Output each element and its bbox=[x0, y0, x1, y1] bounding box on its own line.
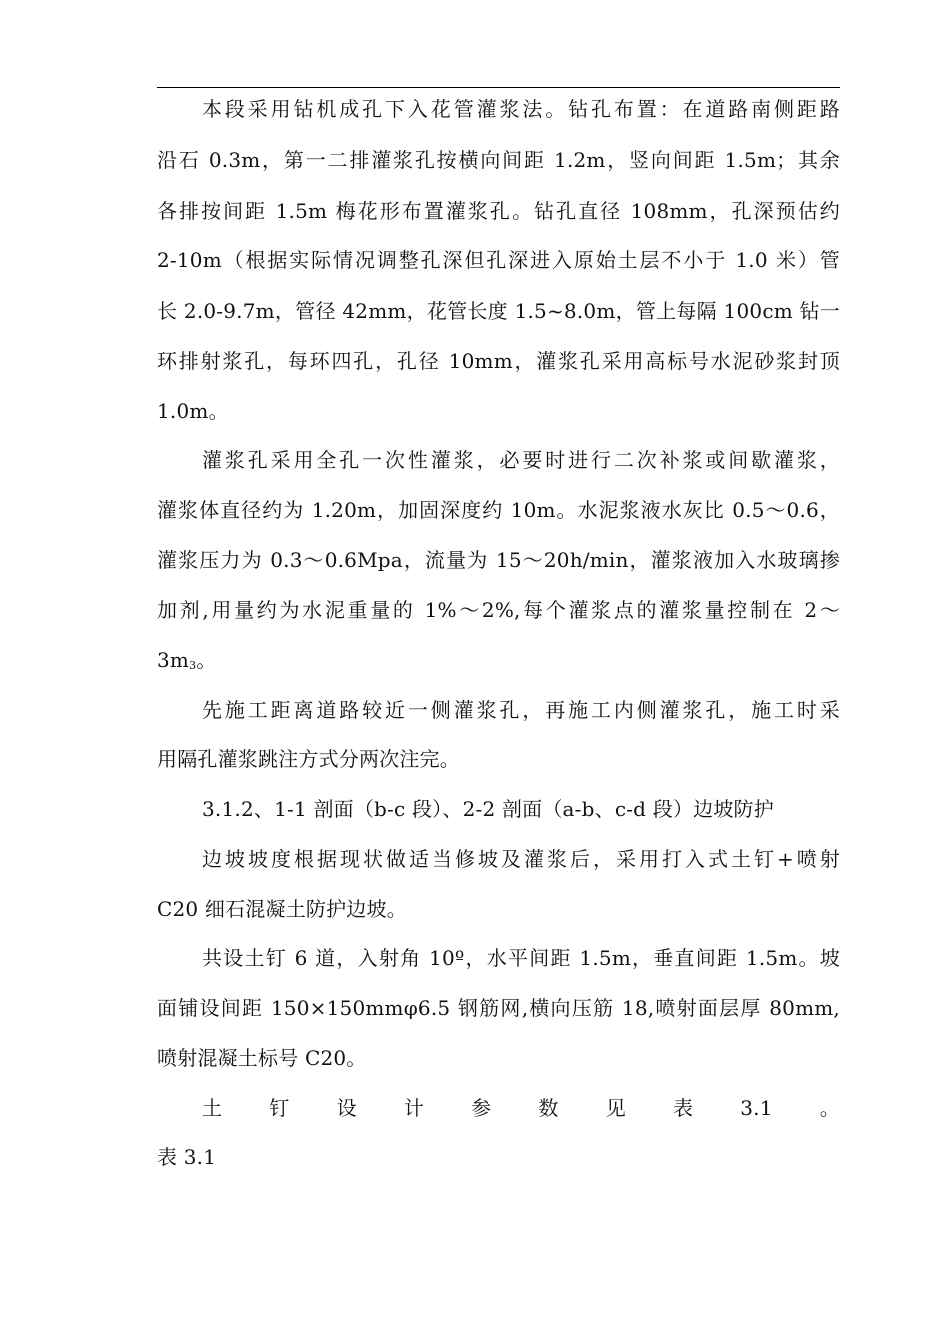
text-line: 共设土钉 6 道，入射角 10º，水平间距 1.5m，垂直间距 1.5m。坡 bbox=[202, 946, 840, 970]
table-reference-token: 见 bbox=[605, 1096, 626, 1120]
text-line: 1.0m。 bbox=[157, 399, 229, 423]
text-line: 环排射浆孔，每环四孔，孔径 10mm，灌浆孔采用高标号水泥砂浆封顶 bbox=[157, 349, 840, 373]
sentence-end: 。 bbox=[196, 648, 217, 672]
text-line: 边坡坡度根据现状做适当修坡及灌浆后，采用打入式土钉+喷射 bbox=[202, 847, 840, 871]
table-reference-token: 参 bbox=[471, 1096, 492, 1120]
table-reference-token: 设 bbox=[336, 1096, 357, 1120]
table-reference-token: 计 bbox=[403, 1096, 425, 1120]
text-line: 用隔孔灌浆跳注方式分两次注完。 bbox=[157, 747, 460, 771]
text-line: 喷射混凝土标号 C20。 bbox=[157, 1046, 367, 1070]
text-line: 长 2.0-9.7m，管径 42mm，花管长度 1.5~8.0m，管上每隔 100cm 钻一 bbox=[157, 299, 840, 323]
header-rule bbox=[157, 87, 840, 88]
text-line bbox=[157, 646, 840, 680]
table-reference-token: 。 bbox=[819, 1096, 840, 1120]
text-line: 灌浆压力为 0.3～0.6Mpa，流量为 15～20h/min，灌浆液加入水玻璃掺 bbox=[157, 548, 840, 572]
table-caption: 表 3.1 bbox=[157, 1145, 217, 1169]
text-line: 本段采用钻机成孔下入花管灌浆法。钻孔布置：在道路南侧距路 bbox=[202, 97, 840, 121]
text-line: 灌浆孔采用全孔一次性灌浆，必要时进行二次补浆或间歇灌浆， bbox=[202, 448, 840, 472]
table-reference-token: 土 bbox=[202, 1096, 223, 1120]
volume-value: 3m bbox=[157, 648, 190, 672]
table-reference-token: 表 bbox=[672, 1096, 694, 1120]
section-heading: 3.1.2、1-1 剖面（b-c 段）、2-2 剖面（a-b、c-d 段）边坡防护 bbox=[202, 797, 774, 821]
text-line: 沿石 0.3m，第一二排灌浆孔按横向间距 1.2m，竖向间距 1.5m；其余 bbox=[157, 148, 840, 172]
text-line: 面铺设间距 150×150mmφ6.5 钢筋网,横向压筋 18,喷射面层厚 80mm, bbox=[157, 996, 840, 1020]
table-reference-token: 数 bbox=[538, 1096, 559, 1120]
table-reference-token: 钉 bbox=[269, 1096, 290, 1120]
text-line: 各排按间距 1.5m 梅花形布置灌浆孔。钻孔直径 108mm，孔深预估约 bbox=[157, 199, 840, 223]
table-reference-token: 3.1 bbox=[740, 1096, 773, 1120]
text-line: C20 细石混凝土防护边坡。 bbox=[157, 897, 407, 921]
table-reference-line bbox=[202, 1094, 840, 1122]
text-line: 2-10m（根据实际情况调整孔深但孔深进入原始土层不小于 1.0 米）管 bbox=[157, 248, 840, 272]
text-line: 灌浆体直径约为 1.20m，加固深度约 10m。水泥浆液水灰比 0.5～0.6， bbox=[157, 498, 840, 522]
text-line: 先施工距离道路较近一侧灌浆孔，再施工内侧灌浆孔，施工时采 bbox=[202, 698, 840, 722]
text-line: 加剂,用量约为水泥重量的 1%～2%,每个灌浆点的灌浆量控制在 2～ bbox=[157, 598, 840, 622]
cubic-superscript: 3 bbox=[189, 659, 197, 672]
